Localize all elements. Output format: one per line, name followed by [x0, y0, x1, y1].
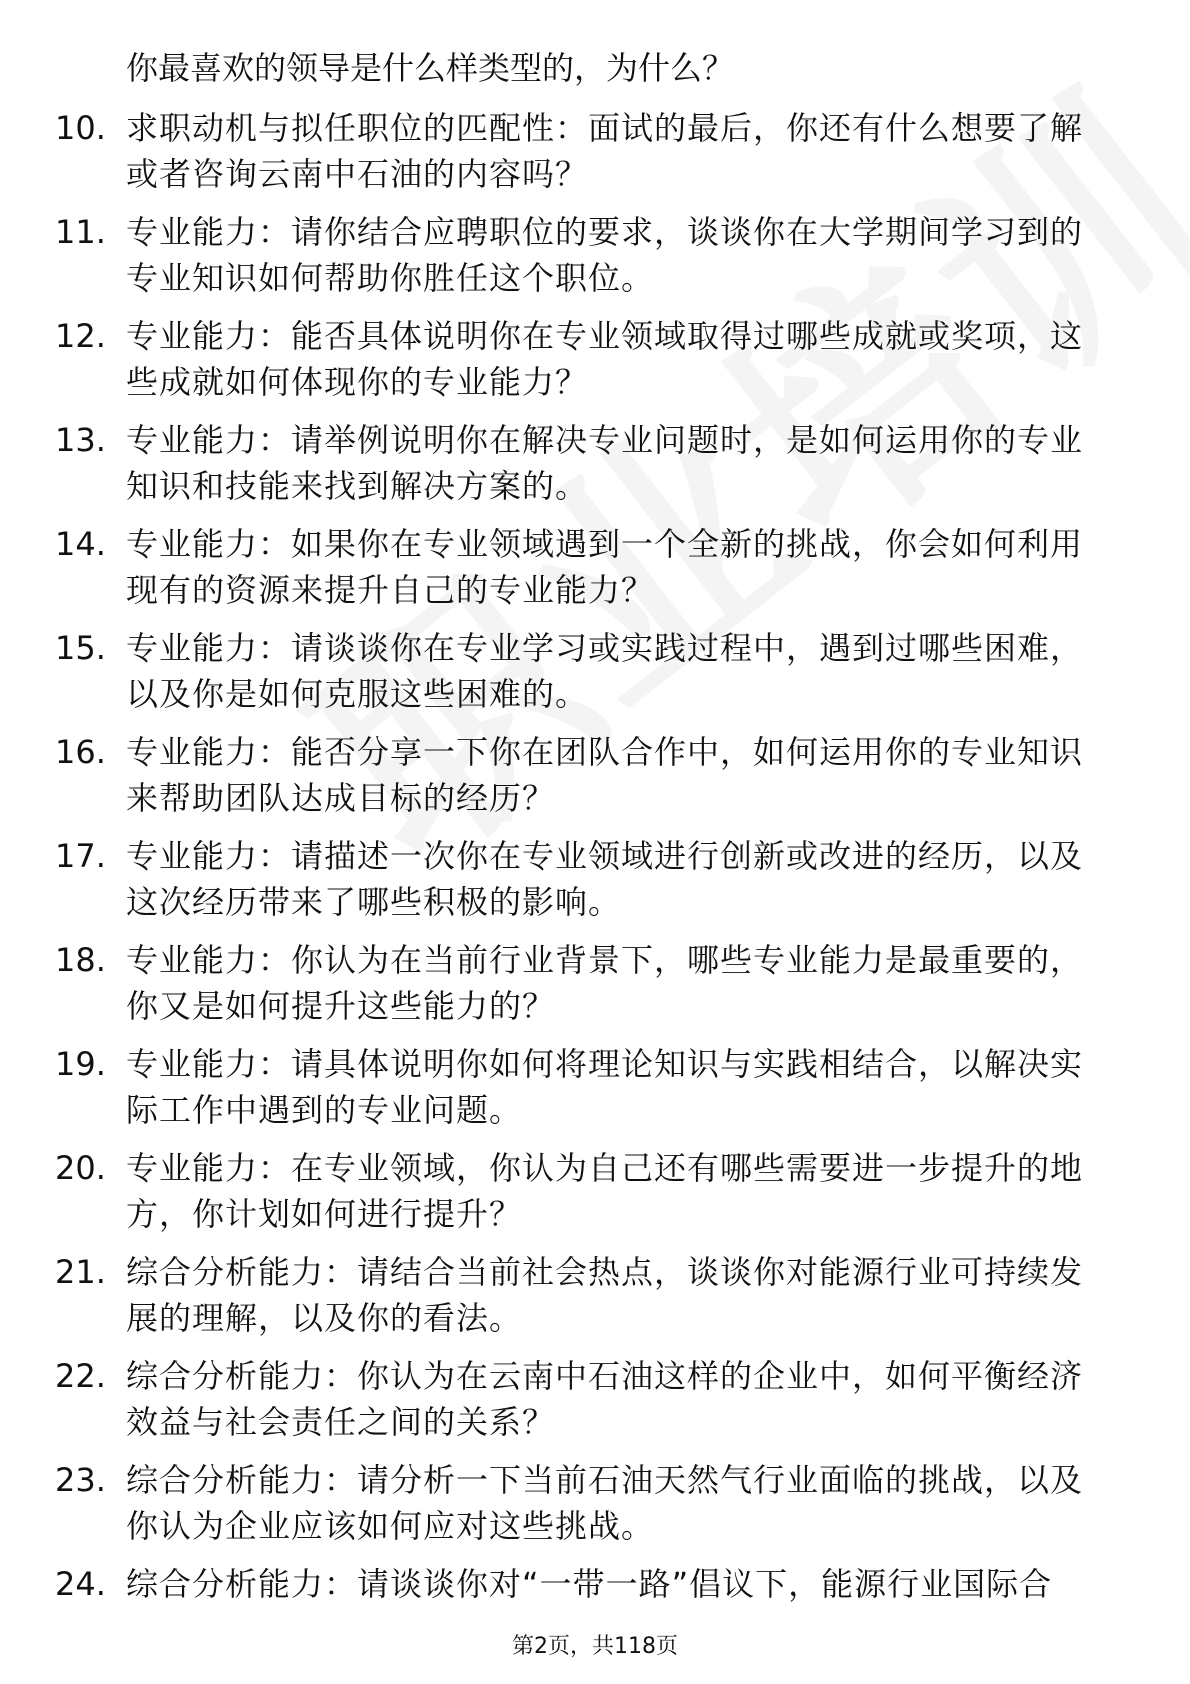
- question-text: 专业能力：在专业领域，你认为自己还有哪些需要进一步提升的地方，你计划如何进行提升？: [126, 1149, 1084, 1233]
- page-content: [0, 45, 1190, 1665]
- question-number: 20.: [55, 1149, 106, 1187]
- question-item: [0, 209, 1190, 313]
- question-text: 专业能力：请具体说明你如何将理论知识与实践相结合，以解决实际工作中遇到的专业问题。: [126, 1045, 1084, 1129]
- question-number: 13.: [55, 421, 106, 459]
- question-item: [0, 729, 1190, 833]
- question-text: 综合分析能力：你认为在云南中石油这样的企业中，如何平衡经济效益与社会责任之间的关系？: [126, 1357, 1084, 1441]
- question-number: 24.: [55, 1565, 106, 1603]
- question-item: [0, 313, 1190, 417]
- question-number: 22.: [55, 1357, 106, 1395]
- question-text: 专业能力：如果你在专业领域遇到一个全新的挑战，你会如何利用现有的资源来提升自己的专业能力？: [126, 525, 1084, 609]
- question-item: [0, 521, 1190, 625]
- question-item: [0, 1457, 1190, 1561]
- continued-question-text: 你最喜欢的领导是什么样类型的，为什么？: [126, 49, 735, 87]
- question-list: [0, 105, 1190, 1665]
- question-number: 23.: [55, 1461, 106, 1499]
- question-item: [0, 1041, 1190, 1145]
- question-text: 综合分析能力：请谈谈你对“一带一路”倡议下，能源行业国际合: [126, 1565, 1053, 1603]
- question-text: 专业能力：能否分享一下你在团队合作中，如何运用你的专业知识来帮助团队达成目标的经历？: [126, 733, 1084, 817]
- question-text: 专业能力：请你结合应聘职位的要求，谈谈你在大学期间学习到的专业知识如何帮助你胜任这个职位。: [126, 213, 1084, 297]
- question-item: [0, 833, 1190, 937]
- question-number: 15.: [55, 629, 106, 667]
- question-item: [0, 1145, 1190, 1249]
- question-text: 综合分析能力：请分析一下当前石油天然气行业面临的挑战，以及你认为企业应该如何应对这些挑战。: [126, 1461, 1084, 1545]
- question-text: 求职动机与拟任职位的匹配性：面试的最后，你还有什么想要了解或者咨询云南中石油的内容吗？: [126, 109, 1084, 193]
- question-text: 专业能力：你认为在当前行业背景下，哪些专业能力是最重要的，你又是如何提升这些能力的？: [126, 941, 1084, 1025]
- question-number: 10.: [55, 109, 106, 147]
- question-number: 21.: [55, 1253, 106, 1291]
- question-item: [0, 1353, 1190, 1457]
- question-number: 16.: [55, 733, 106, 771]
- question-item: [0, 105, 1190, 209]
- question-number: 11.: [55, 213, 106, 251]
- question-item: [0, 417, 1190, 521]
- question-item: [0, 625, 1190, 729]
- question-text: 综合分析能力：请结合当前社会热点，谈谈你对能源行业可持续发展的理解，以及你的看法。: [126, 1253, 1084, 1337]
- question-text: 专业能力：请举例说明你在解决专业问题时，是如何运用你的专业知识和技能来找到解决方案的。: [126, 421, 1084, 505]
- question-number: 14.: [55, 525, 106, 563]
- question-text: 专业能力：请描述一次你在专业领域进行创新或改进的经历，以及这次经历带来了哪些积极的影响。: [126, 837, 1084, 921]
- page-number-footer: 第2页，共118页: [512, 1634, 678, 1659]
- question-text: 专业能力：请谈谈你在专业学习或实践过程中，遇到过哪些困难，以及你是如何克服这些困难的。: [126, 629, 1084, 713]
- question-item: [0, 1249, 1190, 1353]
- question-number: 19.: [55, 1045, 106, 1083]
- question-number: 12.: [55, 317, 106, 355]
- question-number: 18.: [55, 941, 106, 979]
- question-number: 17.: [55, 837, 106, 875]
- question-text: 专业能力：能否具体说明你在专业领域取得过哪些成就或奖项，这些成就如何体现你的专业能力？: [126, 317, 1084, 401]
- question-item: [0, 937, 1190, 1041]
